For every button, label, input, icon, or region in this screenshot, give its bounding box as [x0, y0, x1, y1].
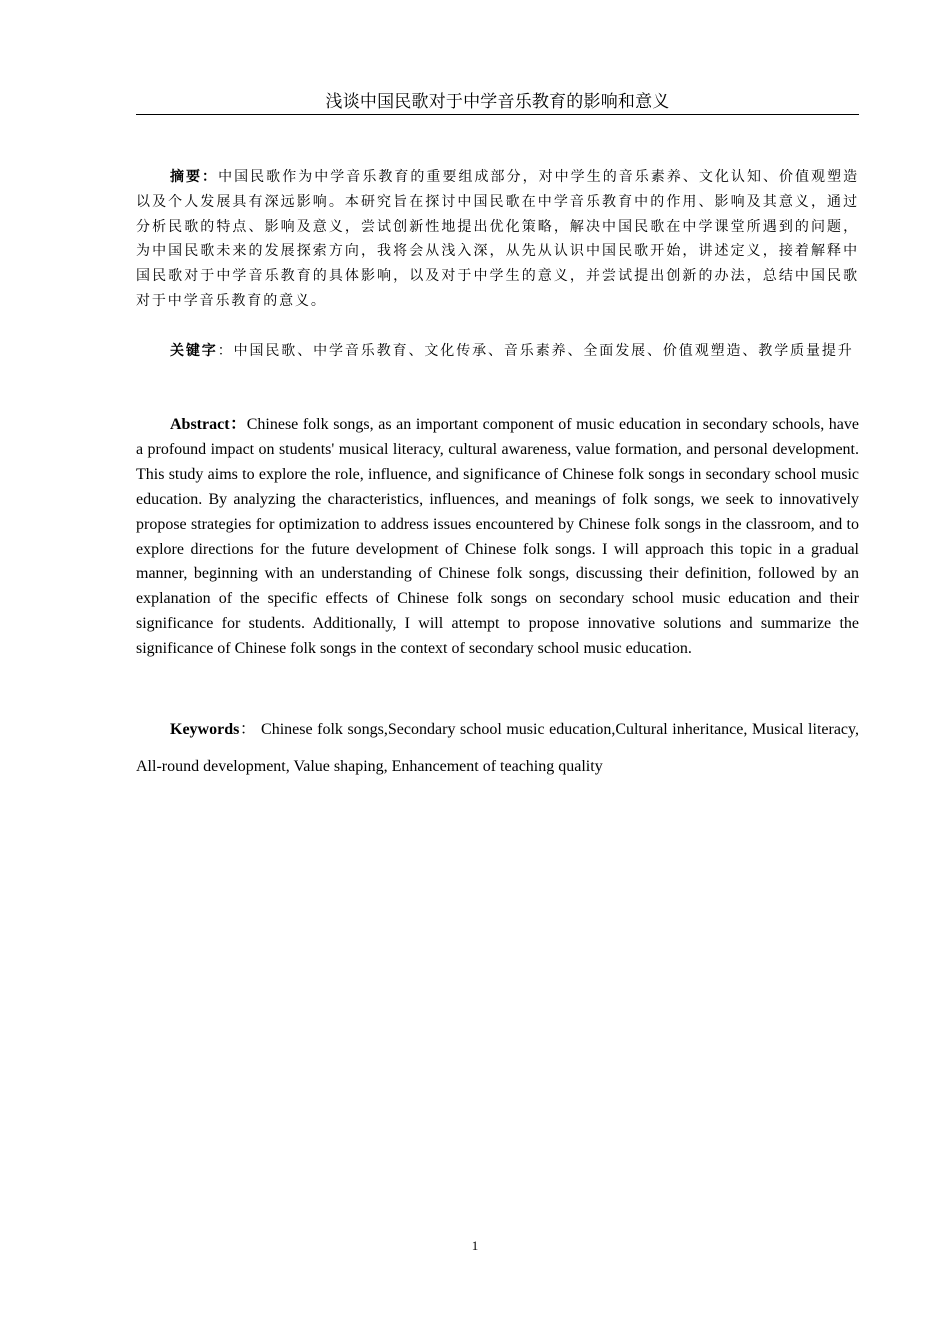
- chinese-abstract: [136, 165, 859, 314]
- english-abstract: [136, 413, 859, 662]
- chinese-abstract-text: 中国民歌作为中学音乐教育的重要组成部分，对中学生的音乐素养、文化认知、价值观塑造以及个人发展具有深远影响。本研究旨在探讨中国民歌在中学音乐教育中的作用、影响及其意义，通过分析民歌的特点、影响及意义，尝试创新性地提出优化策略，解决中国民歌在中学课堂所遇到的问题，为中国民歌未来的发展探索方向，我将会从浅入深，从先从认识中国民歌开始，讲述定义，接着解释中国民歌对于中学音乐教育的具体影响，以及对于中学生的意义，并尝试提出创新的办法，总结中国民歌对于中学音乐教育的意义。: [136, 169, 860, 309]
- page-number: 1: [471, 1238, 479, 1253]
- chinese-keywords-label: 关键字: [170, 343, 218, 359]
- chinese-keywords-separator: ：: [217, 343, 234, 359]
- english-keywords-text: Chinese folk songs,Secondary school music education,Cultural inheritance, Musical literacy, All-round development, Value shaping, Enhancement of teaching quality: [136, 721, 859, 775]
- english-keywords-separator: ：: [239, 721, 257, 738]
- chinese-keywords: [136, 339, 859, 364]
- header-title: 浅谈中国民歌对于中学音乐教育的影响和意义: [325, 92, 670, 112]
- english-abstract-separator: ：: [229, 416, 247, 433]
- english-keywords-label: Keywords: [170, 721, 240, 738]
- chinese-keywords-text: 中国民歌、中学音乐教育、文化传承、音乐素养、全面发展、价值观塑造、教学质量提升: [233, 343, 854, 359]
- page-header: [136, 90, 859, 115]
- chinese-abstract-label: 摘要：: [170, 169, 219, 185]
- english-keywords: [136, 711, 859, 785]
- english-abstract-label: Abstract: [170, 416, 230, 433]
- english-abstract-text: Chinese folk songs, as an important component of music education in secondary schools, have a profound impact on students' musical literacy, cultural awareness, value formation, and personal development. This study aims to explore the role, influence, and significance of Chinese folk songs in secondary school music education. By analyzing the characteristics, influences, and meanings of folk songs, we seek to innovatively propose strategies for optimization to address issues encountered by Chinese folk songs in the classroom, and to explore directions for the future development of Chinese folk songs. I will approach this topic in a gradual manner, beginning with an understanding of Chinese folk songs, discussing their definition, followed by an explanation of the specific effects of Chinese folk songs on secondary school music education and their significance for students. Additionally, I will attempt to propose innovative solutions and summarize the significance of Chinese folk songs in the context of secondary school music education.: [136, 416, 859, 658]
